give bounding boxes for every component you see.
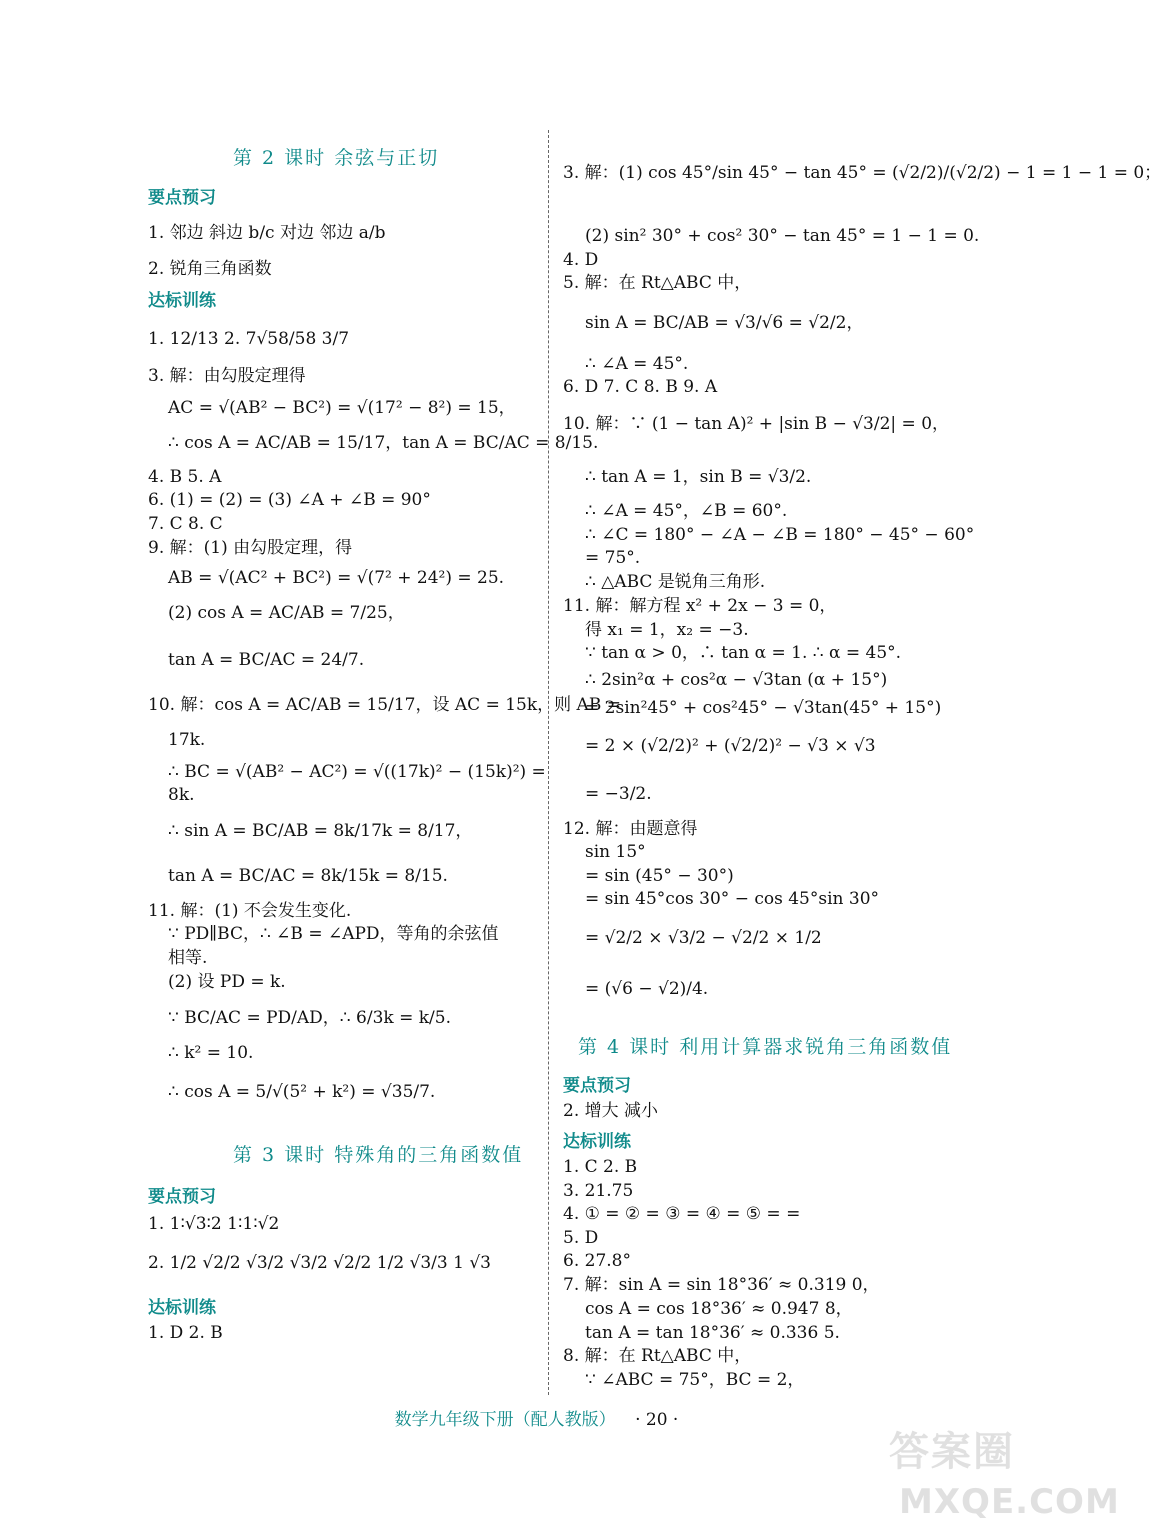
answer-line: 1. D 2. B (148, 1323, 223, 1343)
answer-line: ∵ tan α > 0，∴ tan α = 1. ∴ α = 45°. (585, 643, 902, 663)
watermark-url: MXQE.COM (899, 1482, 1120, 1522)
answer-line: ∴ ∠C = 180° − ∠A − ∠B = 180° − 45° − 60° (585, 525, 975, 545)
answer-line: 6. 27.8° (563, 1251, 631, 1271)
answer-line: 10. 解：∵ (1 − tan A)² + |sin B − √3/2| = 0， (563, 414, 950, 434)
answer-line: ∴ ∠A = 45°，∠B = 60°. (585, 501, 788, 521)
answer-line: 1. 12/13 2. 7√58/58 3/7 (148, 329, 350, 349)
answer-line: 12. 解：由题意得 (563, 819, 698, 839)
answer-line: 5. 解：在 Rt△ABC 中， (563, 273, 752, 293)
subsection-heading: 达标训练 (148, 291, 216, 311)
answer-line: 3. 21.75 (563, 1181, 634, 1201)
answer-line: 得 x₁ = 1，x₂ = −3. (585, 620, 749, 640)
answer-line: 2. 1/2 √2/2 √3/2 √3/2 √2/2 1/2 √3/3 1 √3 (148, 1253, 491, 1273)
answer-line: 10. 解：cos A = AC/AB = 15/17，设 AC = 15k，则 AB = (148, 695, 621, 715)
answer-line: 7. C 8. C (148, 514, 223, 534)
answer-line: 7. 解：sin A = sin 18°36′ ≈ 0.319 0， (563, 1275, 880, 1295)
answer-line: 4. ① = ② = ③ = ④ = ⑤ = = (563, 1204, 801, 1224)
answer-line: ∵ ∠ABC = 75°，BC = 2， (585, 1370, 805, 1390)
answer-line: 11. 解：(1) 不会发生变化. (148, 901, 352, 921)
answer-line: 1. 邻边 斜边 b/c 对边 邻边 a/b (148, 223, 386, 243)
answer-line: cos A = cos 18°36′ ≈ 0.947 8， (585, 1299, 853, 1319)
answer-line: tan A = BC/AC = 24/7. (168, 650, 365, 670)
answer-line: 17k. (168, 730, 206, 750)
answer-line: 6. (1) = (2) = (3) ∠A + ∠B = 90° (148, 490, 431, 510)
answer-line: 5. D (563, 1228, 599, 1248)
answer-line: = sin (45° − 30°) (585, 866, 734, 886)
answer-line: = (√6 − √2)/4. (585, 979, 709, 999)
answer-line: ∴ 2sin²α + cos²α − √3tan (α + 15°) (585, 670, 888, 690)
answer-line: = sin 45°cos 30° − cos 45°sin 30° (585, 889, 880, 909)
watermark-logo (889, 1420, 1120, 1530)
column-divider (548, 130, 549, 1395)
answer-line: = 75°. (585, 548, 641, 568)
answer-line: 3. 解：(1) cos 45°/sin 45° − tan 45° = (√2/2)/(√2/2) − 1 = 1 − 1 = 0； (563, 163, 1161, 183)
answer-line: ∵ BC/AC = PD/AD，∴ 6/3k = k/5. (168, 1008, 451, 1028)
answer-line: ∴ tan A = 1，sin B = √3/2. (585, 467, 812, 487)
answer-line: 4. B 5. A (148, 467, 222, 487)
section-title: 第 3 课时 特殊角的三角函数值 (233, 1144, 524, 1166)
answer-line: 11. 解：解方程 x² + 2x − 3 = 0， (563, 596, 837, 616)
watermark-text: 答案圈 (889, 1429, 1015, 1475)
answer-line: AB = √(AC² + BC²) = √(7² + 24²) = 25. (168, 568, 505, 588)
footer-book-title: 数学九年级下册（配人教版） (394, 1410, 616, 1430)
answer-line: (2) sin² 30° + cos² 30° − tan 45° = 1 − 1 = 0. (585, 226, 980, 246)
answer-line: 相等. (168, 948, 208, 968)
answer-line: 6. D 7. C 8. B 9. A (563, 377, 718, 397)
answer-line: = −3/2. (585, 784, 652, 804)
answer-line: tan A = BC/AC = 8k/15k = 8/15. (168, 866, 448, 886)
subsection-heading: 要点预习 (148, 1187, 216, 1207)
answer-line: = √2/2 × √3/2 − √2/2 × 1/2 (585, 928, 822, 948)
answer-line: ∴ k² = 10. (168, 1043, 254, 1063)
subsection-heading: 要点预习 (148, 188, 216, 208)
answer-line: ∴ ∠A = 45°. (585, 354, 689, 374)
answer-line: 4. D (563, 250, 599, 270)
answer-line: ∴ cos A = 5/√(5² + k²) = √35/7. (168, 1082, 436, 1102)
subsection-heading: 要点预习 (563, 1076, 631, 1096)
answer-line: (2) 设 PD = k. (168, 972, 286, 992)
answer-line: 1. C 2. B (563, 1157, 638, 1177)
subsection-heading: 达标训练 (148, 1298, 216, 1318)
answer-line: 8k. (168, 785, 195, 805)
answer-line: 8. 解：在 Rt△ABC 中， (563, 1346, 752, 1366)
answer-line: ∴ △ABC 是锐角三角形. (585, 572, 766, 592)
answer-line: ∴ BC = √(AB² − AC²) = √((17k)² − (15k)²) = (168, 762, 546, 782)
answer-line: ∴ cos A = AC/AB = 15/17，tan A = BC/AC = 8/15. (168, 433, 599, 453)
answer-line: AC = √(AB² − BC²) = √(17² − 8²) = 15， (168, 398, 516, 418)
answer-line: ∴ sin A = BC/AB = 8k/17k = 8/17， (168, 821, 473, 841)
page-number: · 20 · (635, 1410, 679, 1430)
answer-line: 2. 锐角三角函数 (148, 259, 272, 279)
answer-line: 1. 1∶√3∶2 1∶1∶√2 (148, 1214, 280, 1234)
answer-line: (2) cos A = AC/AB = 7/25， (168, 603, 405, 623)
section-title: 第 2 课时 余弦与正切 (233, 147, 440, 169)
answer-line: 9. 解：(1) 由勾股定理，得 (148, 538, 353, 558)
section-title: 第 4 课时 利用计算器求锐角三角函数值 (578, 1036, 953, 1058)
subsection-heading: 达标训练 (563, 1132, 631, 1152)
answer-line: = 2sin²45° + cos²45° − √3tan(45° + 15°) (585, 698, 942, 718)
answer-line: tan A = tan 18°36′ ≈ 0.336 5. (585, 1323, 840, 1343)
answer-line: sin 15° (585, 842, 646, 862)
answer-line: 2. 增大 减小 (563, 1101, 659, 1121)
answer-line: 3. 解：由勾股定理得 (148, 366, 306, 386)
answer-line: sin A = BC/AB = √3/√6 = √2/2， (585, 313, 864, 333)
answer-line: ∵ PD∥BC，∴ ∠B = ∠APD，等角的余弦值 (168, 924, 499, 944)
answer-line: = 2 × (√2/2)² + (√2/2)² − √3 × √3 (585, 736, 876, 756)
